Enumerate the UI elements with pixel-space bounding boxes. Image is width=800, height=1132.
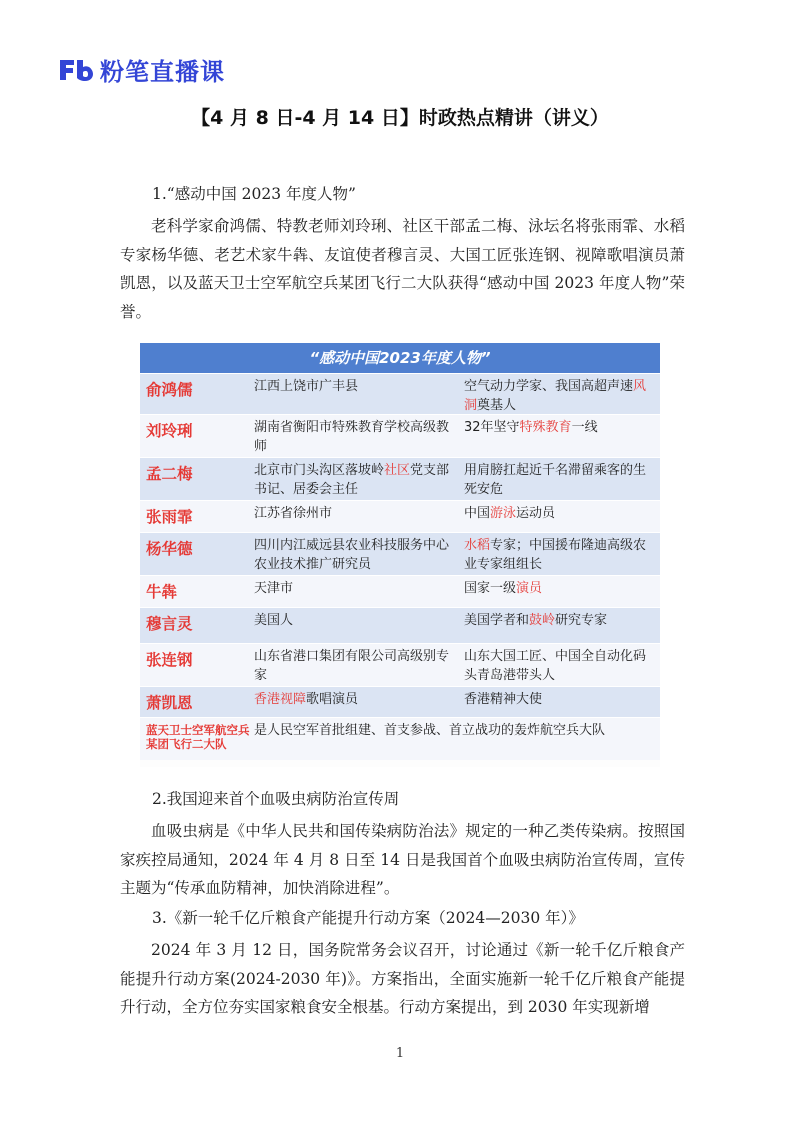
fb-logo-icon [58, 57, 94, 83]
awardee-place: 江西上饶市广丰县 [254, 379, 359, 394]
table-row [140, 643, 660, 686]
table-row [140, 686, 660, 717]
section-2-body: 血吸虫病是《中华人民共和国传染病防治法》规定的一种乙类传染病。按照国家疾控局通知，2024 年 4 月 8 日至 14 日是我国首个血吸虫病防治宣传周，宣传主题为“传承血防精神，加快消除进程”。 [120, 822, 685, 897]
awardees-table [140, 343, 660, 767]
awardee-place: 山东省港口集团有限公司高级别专家 [254, 649, 450, 683]
awardee-place: 天津市 [254, 581, 294, 596]
page-number: 1 [395, 1046, 405, 1061]
awardee-desc: 水稻专家；中国援布隆迪高级农业专家组组长 [464, 538, 647, 572]
table-row [140, 500, 660, 532]
awardee-name: 俞鸿儒 [146, 381, 193, 399]
awardee-name: 穆言灵 [146, 615, 193, 633]
awardee-desc: 空气动力学家、我国高超声速风洞奠基人 [464, 379, 647, 413]
awardee-desc: 用肩膀扛起近千名滞留乘客的生死安危 [464, 463, 647, 497]
brand-name: 粉笔直播课 [100, 58, 225, 86]
table-row [140, 575, 660, 607]
awardee-name: 萧凯恩 [146, 694, 193, 712]
awardee-place: 四川内江威远县农业科技服务中心农业技术推广研究员 [254, 538, 450, 572]
table-row [140, 717, 660, 760]
awardee-name: 张雨霏 [146, 508, 193, 526]
table-row [140, 607, 660, 643]
awardee-desc: 是人民空军首批组建、首支参战、首立战功的轰炸航空兵大队 [254, 723, 606, 738]
section-3-body: 2024 年 3 月 12 日，国务院常务会议召开，讨论通过《新一轮千亿斤粮食产能提升行动方案(2024-2030 年)》。方案指出，全面实施新一轮千亿斤粮食产能提升行动，全方位夯实国家粮食安全根基。行动方案提出，到 2030 年实现新增 [120, 941, 685, 1016]
table-row [140, 532, 660, 575]
awardee-place: 湖南省衡阳市特殊教育学校高级教师 [254, 420, 450, 454]
awardee-place: 北京市门头沟区落坡岭社区党支部书记、居委会主任 [254, 463, 450, 497]
section-1-body: 老科学家俞鸿儒、特教老师刘玲琍、社区干部孟二梅、泳坛名将张雨霏、水稻专家杨华德、老艺术家牛犇、友谊使者穆言灵、大国工匠张连钢、视障歌唱演员萧凯恩，以及蓝天卫士空军航空兵某团飞行二大队获得“感动中国 2023 年度人物”荣誉。 [120, 217, 685, 321]
awardee-desc: 国家一级演员 [464, 581, 543, 596]
brand-logo [58, 52, 225, 87]
table-header: “感动中国2023年度人物” [140, 343, 660, 373]
awardee-name: 蓝天卫士空军航空兵某团飞行二大队 [146, 723, 250, 751]
awardee-desc: 山东大国工匠、中国全自动化码头青岛港带头人 [464, 649, 647, 683]
awardee-place: 江苏省徐州市 [254, 506, 333, 521]
awardee-desc: 中国游泳运动员 [464, 506, 556, 521]
table-row [140, 373, 660, 414]
awardee-name: 牛犇 [146, 583, 178, 601]
awardee-name: 孟二梅 [146, 465, 193, 483]
awardee-name: 张连钢 [146, 651, 193, 669]
table-row [140, 457, 660, 500]
awardee-place: 香港视障歌唱演员 [254, 692, 359, 707]
section-3-heading: 3.《新一轮千亿斤粮食产能提升行动方案（2024—2030 年）》 [152, 909, 584, 927]
awardee-name: 杨华德 [146, 540, 193, 558]
awardee-desc: 美国学者和鼓岭研究专家 [464, 613, 608, 628]
section-2-heading: 2.我国迎来首个血吸虫病防治宣传周 [152, 790, 400, 808]
document-title: 【4 月 8 日-4 月 14 日】时政热点精讲（讲义） [191, 107, 609, 129]
awardee-name: 刘玲琍 [146, 422, 193, 440]
awardee-place: 美国人 [254, 613, 294, 628]
section-1-heading: 1.“感动中国 2023 年度人物” [152, 185, 356, 203]
awardee-desc: 32年坚守特殊教育一线 [464, 420, 598, 435]
awardee-desc: 香港精神大使 [464, 692, 543, 707]
table-row [140, 414, 660, 457]
